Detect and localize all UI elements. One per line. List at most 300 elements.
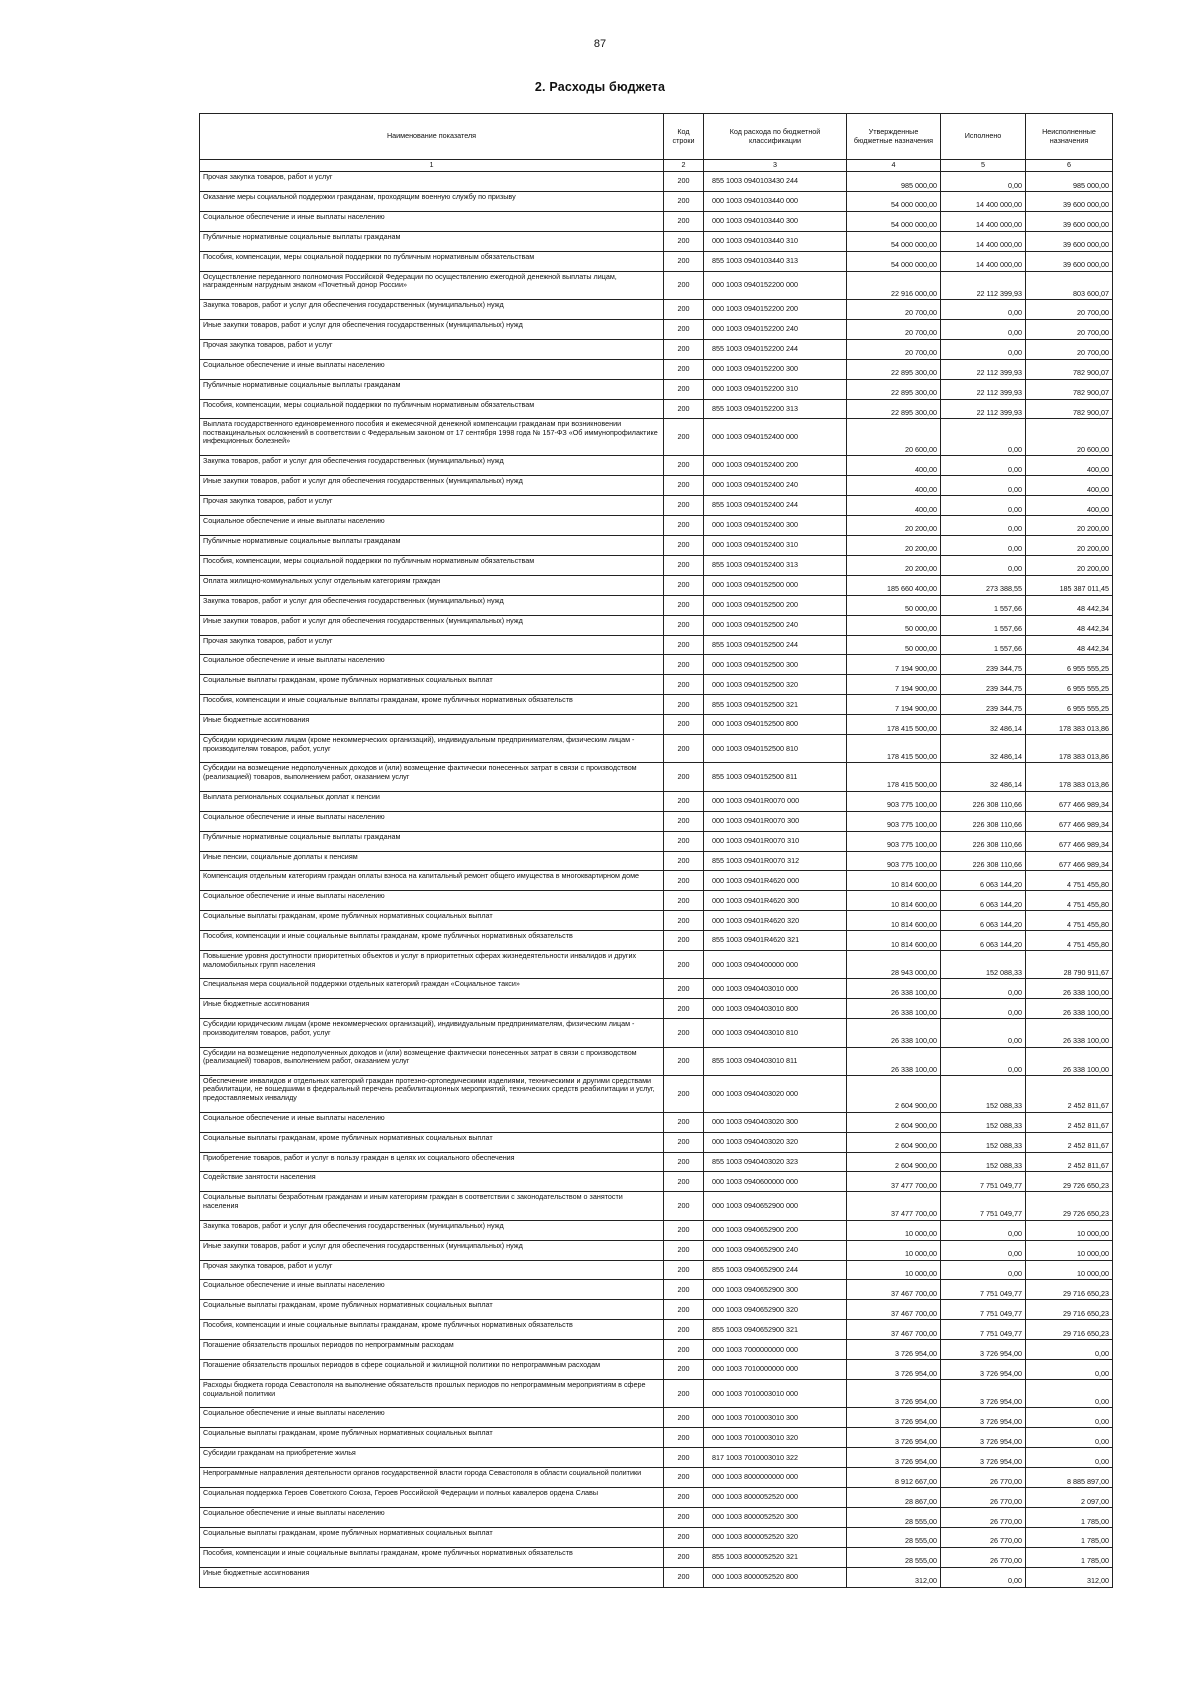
row-line-code: 200 (664, 675, 704, 695)
row-unexecuted-value: 29 716 650,23 (1026, 1300, 1113, 1320)
row-line-code: 200 (664, 763, 704, 791)
row-line-code: 200 (664, 1527, 704, 1547)
row-unexecuted-value: 48 442,34 (1026, 595, 1113, 615)
row-budget-code: 855 1003 0940652900 321 (704, 1320, 847, 1340)
row-executed-value: 226 308 110,66 (941, 851, 1026, 871)
table-row (200, 555, 1113, 575)
row-approved-value: 903 775 100,00 (847, 831, 941, 851)
row-line-code: 200 (664, 979, 704, 999)
row-approved-value: 37 477 700,00 (847, 1172, 941, 1192)
row-unexecuted-value: 48 442,34 (1026, 635, 1113, 655)
row-approved-value: 22 916 000,00 (847, 271, 941, 299)
column-number: 5 (941, 160, 1026, 172)
table-row (200, 271, 1113, 299)
table-row (200, 655, 1113, 675)
table-row (200, 1152, 1113, 1172)
table-row (200, 1380, 1113, 1408)
table-row (200, 851, 1113, 871)
row-budget-code: 855 1003 09401R0070 312 (704, 851, 847, 871)
row-approved-value: 8 912 667,00 (847, 1468, 941, 1488)
row-budget-code: 000 1003 0940152400 300 (704, 515, 847, 535)
table-row (200, 811, 1113, 831)
table-row (200, 1408, 1113, 1428)
row-budget-code: 000 1003 09401R0070 310 (704, 831, 847, 851)
row-budget-code: 855 1003 8000052520 321 (704, 1547, 847, 1567)
row-unexecuted-value: 677 466 989,34 (1026, 791, 1113, 811)
row-approved-value: 50 000,00 (847, 615, 941, 635)
row-executed-value: 26 770,00 (941, 1488, 1026, 1508)
row-unexecuted-value: 1 785,00 (1026, 1527, 1113, 1547)
row-line-code: 200 (664, 635, 704, 655)
row-line-code: 200 (664, 1488, 704, 1508)
row-unexecuted-value: 1 785,00 (1026, 1547, 1113, 1567)
row-unexecuted-value: 39 600 000,00 (1026, 211, 1113, 231)
row-approved-value: 54 000 000,00 (847, 191, 941, 211)
row-executed-value: 0,00 (941, 1019, 1026, 1047)
row-budget-code: 000 1003 0940152500 000 (704, 575, 847, 595)
table-row (200, 675, 1113, 695)
row-unexecuted-value: 20 200,00 (1026, 535, 1113, 555)
row-executed-value: 0,00 (941, 476, 1026, 496)
row-line-code: 200 (664, 811, 704, 831)
row-approved-value: 312,00 (847, 1567, 941, 1587)
row-unexecuted-value: 185 387 011,45 (1026, 575, 1113, 595)
row-line-code: 200 (664, 299, 704, 319)
row-unexecuted-value: 20 600,00 (1026, 419, 1113, 456)
row-line-code: 200 (664, 271, 704, 299)
header-executed: Исполнено (941, 114, 1026, 160)
table-row (200, 456, 1113, 476)
header-row (200, 114, 1113, 160)
row-unexecuted-value: 803 600,07 (1026, 271, 1113, 299)
row-line-code: 200 (664, 1448, 704, 1468)
table-row (200, 911, 1113, 931)
row-line-code: 200 (664, 319, 704, 339)
row-line-code: 200 (664, 496, 704, 516)
row-executed-value: 1 557,66 (941, 635, 1026, 655)
row-unexecuted-value: 29 726 650,23 (1026, 1172, 1113, 1192)
row-budget-code: 855 1003 0940152500 811 (704, 763, 847, 791)
row-name: Погашение обязательств прошлых периодов в сфере социальной и жилищной политики по непрограммным расходам (200, 1360, 664, 1380)
row-line-code: 200 (664, 951, 704, 979)
row-budget-code: 855 1003 0940152200 244 (704, 339, 847, 359)
row-unexecuted-value: 6 955 555,25 (1026, 655, 1113, 675)
row-unexecuted-value: 29 716 650,23 (1026, 1320, 1113, 1340)
row-name: Прочая закупка товаров, работ и услуг (200, 1260, 664, 1280)
row-unexecuted-value: 6 955 555,25 (1026, 675, 1113, 695)
row-name: Расходы бюджета города Севастополя на выполнение обязательств прошлых периодов по непрограммным мероприятиям в сфере социальной политики (200, 1380, 664, 1408)
row-budget-code: 000 1003 09401R4620 320 (704, 911, 847, 931)
header-line-code: Код строки (664, 114, 704, 160)
row-unexecuted-value: 782 900,07 (1026, 379, 1113, 399)
row-unexecuted-value: 39 600 000,00 (1026, 231, 1113, 251)
row-name: Пособия, компенсации, меры социальной поддержки по публичным нормативным обязательствам (200, 555, 664, 575)
row-name: Субсидии гражданам на приобретение жилья (200, 1448, 664, 1468)
row-executed-value: 152 088,33 (941, 1152, 1026, 1172)
row-line-code: 200 (664, 379, 704, 399)
row-line-code: 200 (664, 615, 704, 635)
row-name: Пособия, компенсации и иные социальные выплаты гражданам, кроме публичных нормативных обязательств (200, 1320, 664, 1340)
table-row (200, 715, 1113, 735)
row-approved-value: 3 726 954,00 (847, 1340, 941, 1360)
row-unexecuted-value: 0,00 (1026, 1408, 1113, 1428)
row-name: Прочая закупка товаров, работ и услуг (200, 635, 664, 655)
table-row (200, 1260, 1113, 1280)
row-approved-value: 10 814 600,00 (847, 871, 941, 891)
table-row (200, 1192, 1113, 1220)
table-row (200, 951, 1113, 979)
table-row (200, 763, 1113, 791)
row-budget-code: 855 1003 0940103440 313 (704, 251, 847, 271)
row-line-code: 200 (664, 715, 704, 735)
row-executed-value: 6 063 144,20 (941, 911, 1026, 931)
table-row (200, 1240, 1113, 1260)
table-row (200, 359, 1113, 379)
row-name: Субсидии юридическим лицам (кроме некоммерческих организаций), индивидуальным предпринимателям, физическим лицам - производителям товаров, работ, услуг (200, 1019, 664, 1047)
row-approved-value: 22 895 300,00 (847, 359, 941, 379)
row-unexecuted-value: 2 452 811,67 (1026, 1132, 1113, 1152)
row-approved-value: 400,00 (847, 496, 941, 516)
header-indicator-name: Наименование показателя (200, 114, 664, 160)
row-approved-value: 7 194 900,00 (847, 675, 941, 695)
table-row (200, 575, 1113, 595)
row-name: Повышение уровня доступности приоритетных объектов и услуг в приоритетных сферах жизнедеятельности инвалидов и других маломобильных групп населения (200, 951, 664, 979)
row-unexecuted-value: 39 600 000,00 (1026, 191, 1113, 211)
row-name: Социальные выплаты гражданам, кроме публичных нормативных социальных выплат (200, 1428, 664, 1448)
row-budget-code: 000 1003 7010000000 000 (704, 1360, 847, 1380)
row-executed-value: 7 751 049,77 (941, 1320, 1026, 1340)
row-approved-value: 28 943 000,00 (847, 951, 941, 979)
table-row (200, 339, 1113, 359)
row-executed-value: 7 751 049,77 (941, 1280, 1026, 1300)
row-line-code: 200 (664, 339, 704, 359)
table-row (200, 999, 1113, 1019)
row-approved-value: 903 775 100,00 (847, 791, 941, 811)
row-executed-value: 152 088,33 (941, 1132, 1026, 1152)
page-number: 87 (593, 38, 607, 50)
row-budget-code: 000 1003 0940152400 000 (704, 419, 847, 456)
row-executed-value: 14 400 000,00 (941, 211, 1026, 231)
header-budget-code: Код расхода по бюджетной классификации (704, 114, 847, 160)
row-budget-code: 000 1003 0940152200 240 (704, 319, 847, 339)
row-unexecuted-value: 1 785,00 (1026, 1508, 1113, 1528)
row-budget-code: 000 1003 0940152200 000 (704, 271, 847, 299)
row-line-code: 200 (664, 931, 704, 951)
row-line-code: 200 (664, 1547, 704, 1567)
row-approved-value: 20 200,00 (847, 555, 941, 575)
row-line-code: 200 (664, 891, 704, 911)
row-budget-code: 000 1003 0940403010 800 (704, 999, 847, 1019)
row-unexecuted-value: 400,00 (1026, 496, 1113, 516)
row-executed-value: 22 112 399,93 (941, 379, 1026, 399)
row-budget-code: 855 1003 0940403020 323 (704, 1152, 847, 1172)
column-number: 2 (664, 160, 704, 172)
row-approved-value: 7 194 900,00 (847, 695, 941, 715)
row-budget-code: 000 1003 0940152500 320 (704, 675, 847, 695)
row-executed-value: 3 726 954,00 (941, 1448, 1026, 1468)
table-row (200, 1360, 1113, 1380)
row-budget-code: 000 1003 0940103440 300 (704, 211, 847, 231)
row-executed-value: 3 726 954,00 (941, 1428, 1026, 1448)
row-executed-value: 22 112 399,93 (941, 271, 1026, 299)
row-approved-value: 22 895 300,00 (847, 399, 941, 419)
row-budget-code: 000 1003 09401R4620 000 (704, 871, 847, 891)
row-executed-value: 239 344,75 (941, 695, 1026, 715)
row-line-code: 200 (664, 1112, 704, 1132)
row-approved-value: 22 895 300,00 (847, 379, 941, 399)
row-name: Социальное обеспечение и иные выплаты населению (200, 211, 664, 231)
row-line-code: 200 (664, 1320, 704, 1340)
row-approved-value: 37 467 700,00 (847, 1300, 941, 1320)
row-unexecuted-value: 2 452 811,67 (1026, 1075, 1113, 1112)
column-number: 1 (200, 160, 664, 172)
row-name: Компенсация отдельным категориям граждан оплаты взноса на капитальный ремонт общего имущества в многоквартирном доме (200, 871, 664, 891)
row-budget-code: 000 1003 8000052520 320 (704, 1527, 847, 1547)
row-approved-value: 28 555,00 (847, 1547, 941, 1567)
header-approved: Утвержденные бюджетные назначения (847, 114, 941, 160)
row-approved-value: 2 604 900,00 (847, 1075, 941, 1112)
row-name: Иные бюджетные ассигнования (200, 999, 664, 1019)
table-row (200, 476, 1113, 496)
table-row (200, 1488, 1113, 1508)
expenditure-table (199, 113, 1113, 1588)
row-line-code: 200 (664, 735, 704, 763)
row-line-code: 200 (664, 1192, 704, 1220)
row-line-code: 200 (664, 1240, 704, 1260)
row-executed-value: 0,00 (941, 1260, 1026, 1280)
row-unexecuted-value: 10 000,00 (1026, 1260, 1113, 1280)
table-row (200, 191, 1113, 211)
row-unexecuted-value: 2 452 811,67 (1026, 1152, 1113, 1172)
row-unexecuted-value: 26 338 100,00 (1026, 1047, 1113, 1075)
row-unexecuted-value: 20 700,00 (1026, 339, 1113, 359)
row-approved-value: 178 415 500,00 (847, 715, 941, 735)
row-approved-value: 20 200,00 (847, 515, 941, 535)
row-line-code: 200 (664, 399, 704, 419)
row-name: Иные бюджетные ассигнования (200, 715, 664, 735)
table-row (200, 615, 1113, 635)
table-row (200, 931, 1113, 951)
table-row (200, 319, 1113, 339)
row-line-code: 200 (664, 231, 704, 251)
row-approved-value: 37 477 700,00 (847, 1192, 941, 1220)
row-unexecuted-value: 4 751 455,80 (1026, 911, 1113, 931)
table-row (200, 299, 1113, 319)
row-budget-code: 000 1003 0940652900 000 (704, 1192, 847, 1220)
table-row (200, 211, 1113, 231)
row-budget-code: 000 1003 0940152500 810 (704, 735, 847, 763)
row-line-code: 200 (664, 999, 704, 1019)
row-unexecuted-value: 0,00 (1026, 1428, 1113, 1448)
row-unexecuted-value: 400,00 (1026, 456, 1113, 476)
row-unexecuted-value: 4 751 455,80 (1026, 931, 1113, 951)
row-budget-code: 000 1003 8000052520 800 (704, 1567, 847, 1587)
row-name: Прочая закупка товаров, работ и услуг (200, 172, 664, 192)
row-name: Оказание меры социальной поддержки гражданам, проходящим военную службу по призыву (200, 191, 664, 211)
row-budget-code: 000 1003 09401R0070 000 (704, 791, 847, 811)
row-executed-value: 3 726 954,00 (941, 1380, 1026, 1408)
row-executed-value: 0,00 (941, 299, 1026, 319)
table-row (200, 1428, 1113, 1448)
table-row (200, 1300, 1113, 1320)
row-name: Закупка товаров, работ и услуг для обеспечения государственных (муниципальных) нужд (200, 299, 664, 319)
row-approved-value: 400,00 (847, 476, 941, 496)
row-line-code: 200 (664, 515, 704, 535)
row-budget-code: 000 1003 0940403020 000 (704, 1075, 847, 1112)
row-unexecuted-value: 178 383 013,86 (1026, 763, 1113, 791)
row-approved-value: 28 555,00 (847, 1527, 941, 1547)
row-line-code: 200 (664, 1019, 704, 1047)
row-approved-value: 54 000 000,00 (847, 251, 941, 271)
row-name: Закупка товаров, работ и услуг для обеспечения государственных (муниципальных) нужд (200, 595, 664, 615)
row-name: Осуществление переданного полномочия Российской Федерации по осуществлению ежегодной денежной выплаты лицам, награжденным нагрудным знаком «Почетный донор России» (200, 271, 664, 299)
row-approved-value: 10 000,00 (847, 1240, 941, 1260)
row-name: Пособия, компенсации и иные социальные выплаты гражданам, кроме публичных нормативных обязательств (200, 1547, 664, 1567)
row-executed-value: 0,00 (941, 1567, 1026, 1587)
row-executed-value: 22 112 399,93 (941, 359, 1026, 379)
row-name: Публичные нормативные социальные выплаты гражданам (200, 231, 664, 251)
table-row (200, 979, 1113, 999)
row-unexecuted-value: 10 000,00 (1026, 1220, 1113, 1240)
row-name: Социальное обеспечение и иные выплаты населению (200, 1112, 664, 1132)
row-name: Оплата жилищно-коммунальных услуг отдельным категориям граждан (200, 575, 664, 595)
row-name: Социальные выплаты гражданам, кроме публичных нормативных социальных выплат (200, 1300, 664, 1320)
row-approved-value: 50 000,00 (847, 635, 941, 655)
row-unexecuted-value: 26 338 100,00 (1026, 1019, 1113, 1047)
row-executed-value: 1 557,66 (941, 595, 1026, 615)
row-unexecuted-value: 6 955 555,25 (1026, 695, 1113, 715)
row-approved-value: 20 700,00 (847, 339, 941, 359)
row-name: Субсидии на возмещение недополученных доходов и (или) возмещение фактически понесенных затрат в связи с производством (реализацией) товаров, выполнением работ, оказанием услуг (200, 763, 664, 791)
row-budget-code: 855 1003 0940152500 244 (704, 635, 847, 655)
row-name: Социальные выплаты гражданам, кроме публичных нормативных социальных выплат (200, 1527, 664, 1547)
row-executed-value: 152 088,33 (941, 951, 1026, 979)
row-budget-code: 000 1003 0940152500 800 (704, 715, 847, 735)
row-name: Обеспечение инвалидов и отдельных категорий граждан протезно-ортопедическими изделиями, техническими и другими средствами реабилитации, не вошедшими в федеральный перечень реабилитационных мероприятий, технических средств реабилитации и услуг, предоставляемых инвалиду (200, 1075, 664, 1112)
row-unexecuted-value: 782 900,07 (1026, 359, 1113, 379)
row-line-code: 200 (664, 1508, 704, 1528)
row-line-code: 200 (664, 191, 704, 211)
row-unexecuted-value: 4 751 455,80 (1026, 871, 1113, 891)
row-executed-value: 239 344,75 (941, 655, 1026, 675)
table-row (200, 379, 1113, 399)
row-name: Иные закупки товаров, работ и услуг для обеспечения государственных (муниципальных) нужд (200, 1240, 664, 1260)
row-executed-value: 7 751 049,77 (941, 1192, 1026, 1220)
row-budget-code: 855 1003 0940152400 313 (704, 555, 847, 575)
row-line-code: 200 (664, 575, 704, 595)
row-executed-value: 226 308 110,66 (941, 831, 1026, 851)
row-executed-value: 152 088,33 (941, 1075, 1026, 1112)
row-executed-value: 273 388,55 (941, 575, 1026, 595)
row-name: Иные пенсии, социальные доплаты к пенсиям (200, 851, 664, 871)
row-unexecuted-value: 28 790 911,67 (1026, 951, 1113, 979)
table-row (200, 1567, 1113, 1587)
row-approved-value: 20 700,00 (847, 319, 941, 339)
table-row (200, 1320, 1113, 1340)
row-name: Иные закупки товаров, работ и услуг для обеспечения государственных (муниципальных) нужд (200, 319, 664, 339)
row-approved-value: 903 775 100,00 (847, 851, 941, 871)
row-budget-code: 000 1003 0940652900 300 (704, 1280, 847, 1300)
row-approved-value: 37 467 700,00 (847, 1280, 941, 1300)
row-executed-value: 0,00 (941, 535, 1026, 555)
row-executed-value: 239 344,75 (941, 675, 1026, 695)
row-budget-code: 855 1003 0940103430 244 (704, 172, 847, 192)
row-unexecuted-value: 20 200,00 (1026, 555, 1113, 575)
table-row (200, 1112, 1113, 1132)
row-name: Закупка товаров, работ и услуг для обеспечения государственных (муниципальных) нужд (200, 456, 664, 476)
row-approved-value: 26 338 100,00 (847, 1019, 941, 1047)
row-line-code: 200 (664, 1172, 704, 1192)
row-approved-value: 3 726 954,00 (847, 1448, 941, 1468)
row-name: Пособия, компенсации и иные социальные выплаты гражданам, кроме публичных нормативных обязательств (200, 695, 664, 715)
row-budget-code: 855 1003 0940652900 244 (704, 1260, 847, 1280)
row-budget-code: 000 1003 0940403010 810 (704, 1019, 847, 1047)
row-name: Социальное обеспечение и иные выплаты населению (200, 359, 664, 379)
table-row (200, 1280, 1113, 1300)
row-name: Социальное обеспечение и иные выплаты населению (200, 655, 664, 675)
row-line-code: 200 (664, 655, 704, 675)
row-executed-value: 0,00 (941, 496, 1026, 516)
table-row (200, 1132, 1113, 1152)
row-executed-value: 26 770,00 (941, 1547, 1026, 1567)
row-unexecuted-value: 26 338 100,00 (1026, 999, 1113, 1019)
row-budget-code: 000 1003 0940652900 240 (704, 1240, 847, 1260)
row-approved-value: 2 604 900,00 (847, 1132, 941, 1152)
row-name: Приобретение товаров, работ и услуг в пользу граждан в целях их социального обеспечения (200, 1152, 664, 1172)
row-executed-value: 3 726 954,00 (941, 1408, 1026, 1428)
row-executed-value: 26 770,00 (941, 1527, 1026, 1547)
column-number: 4 (847, 160, 941, 172)
row-approved-value: 400,00 (847, 456, 941, 476)
row-approved-value: 178 415 500,00 (847, 763, 941, 791)
table-row (200, 172, 1113, 192)
table-row (200, 231, 1113, 251)
row-budget-code: 000 1003 0940400000 000 (704, 951, 847, 979)
table-row (200, 595, 1113, 615)
row-name: Социальные выплаты гражданам, кроме публичных нормативных социальных выплат (200, 1132, 664, 1152)
row-executed-value: 14 400 000,00 (941, 231, 1026, 251)
row-executed-value: 0,00 (941, 515, 1026, 535)
table-row (200, 791, 1113, 811)
row-line-code: 200 (664, 851, 704, 871)
row-approved-value: 10 814 600,00 (847, 931, 941, 951)
table-row (200, 1340, 1113, 1360)
row-executed-value: 0,00 (941, 1220, 1026, 1240)
row-approved-value: 10 000,00 (847, 1260, 941, 1280)
row-executed-value: 0,00 (941, 319, 1026, 339)
row-executed-value: 226 308 110,66 (941, 811, 1026, 831)
row-approved-value: 10 814 600,00 (847, 891, 941, 911)
row-line-code: 200 (664, 1132, 704, 1152)
table-row (200, 515, 1113, 535)
column-number-row (200, 160, 1113, 172)
row-executed-value: 26 770,00 (941, 1468, 1026, 1488)
row-name: Субсидии на возмещение недополученных доходов и (или) возмещение фактически понесенных затрат в связи с производством (реализацией) товаров, выполнением работ, оказанием услуг (200, 1047, 664, 1075)
row-executed-value: 6 063 144,20 (941, 891, 1026, 911)
row-unexecuted-value: 312,00 (1026, 1567, 1113, 1587)
row-executed-value: 32 486,14 (941, 735, 1026, 763)
row-unexecuted-value: 782 900,07 (1026, 399, 1113, 419)
row-name: Выплата государственного единовременного пособия и ежемесячной денежной компенсации гражданам при возникновении поствакцинальных осложнений в соответствии с Федеральным законом от 17 сентября 1998 года № 157-ФЗ «Об иммунопрофилактике инфекционных болезней» (200, 419, 664, 456)
row-name: Специальная мера социальной поддержки отдельных категорий граждан «Социальное такси» (200, 979, 664, 999)
row-approved-value: 2 604 900,00 (847, 1112, 941, 1132)
row-line-code: 200 (664, 251, 704, 271)
row-name: Содействие занятости населения (200, 1172, 664, 1192)
row-budget-code: 000 1003 0940652900 200 (704, 1220, 847, 1240)
row-budget-code: 000 1003 0940403010 000 (704, 979, 847, 999)
row-budget-code: 000 1003 0940152200 200 (704, 299, 847, 319)
table-row (200, 1468, 1113, 1488)
